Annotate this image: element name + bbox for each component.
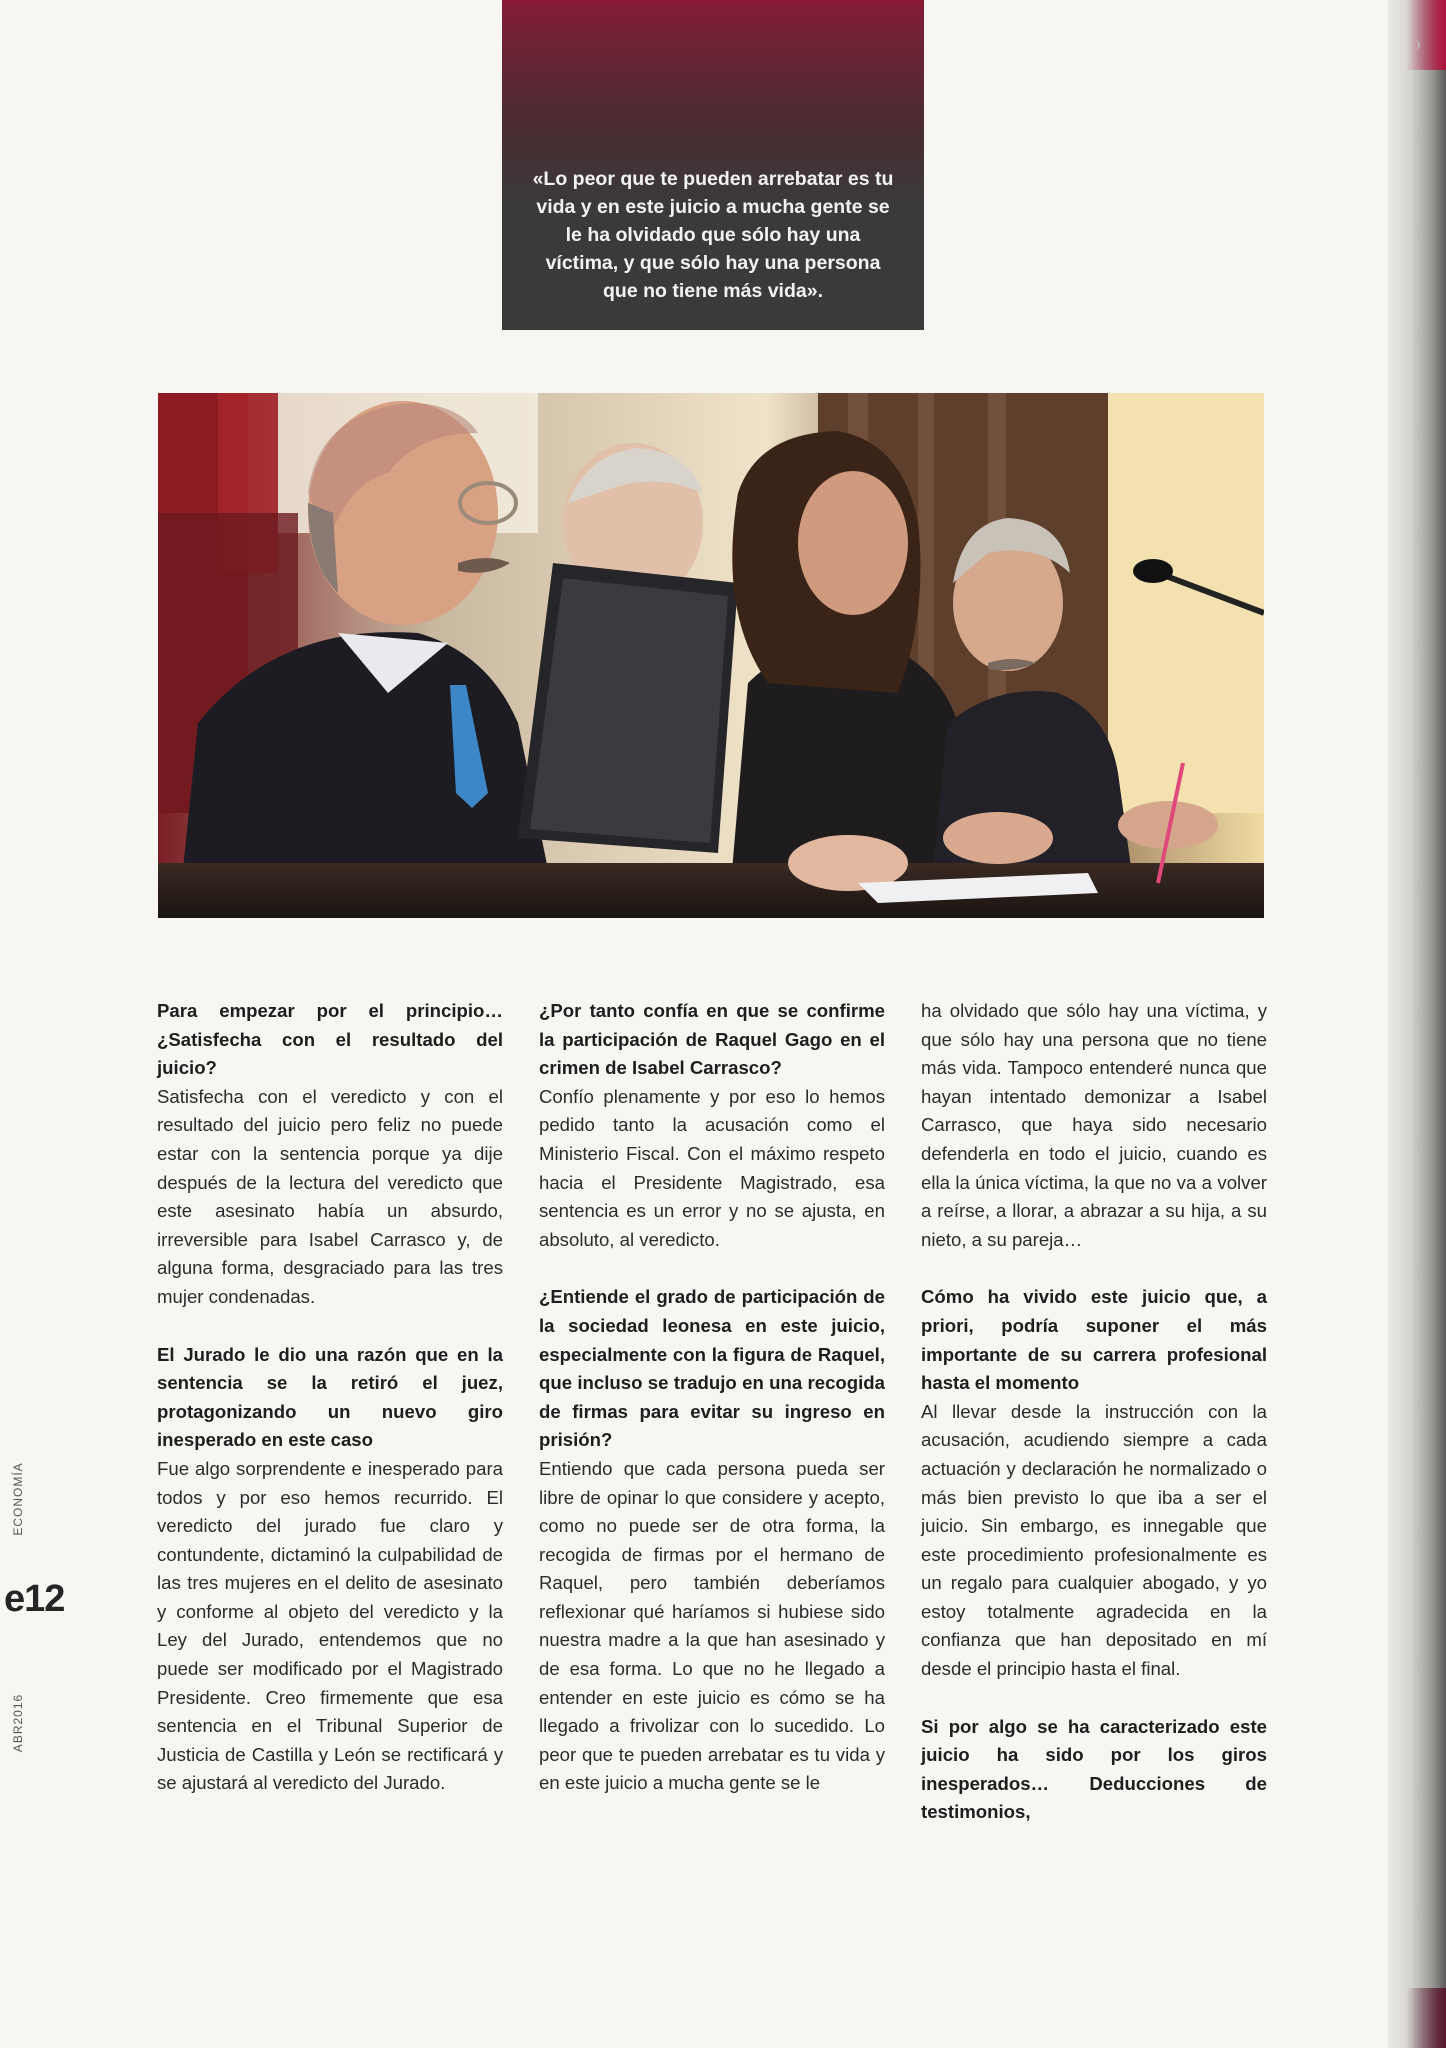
- courtroom-illustration: [158, 393, 1264, 918]
- question-4: ¿Entiende el grado de participación de la sociedad leonesa en este juicio, especialmente con la figura de Raquel, que incluso se tradujo en una recogida de firmas para evitar su ingreso en prisión?: [539, 1286, 885, 1451]
- answer-2: Fue algo sorprendente e inesperado para todos y por eso hemos recurrido. El veredicto del jurado fue claro y contundente, dictaminó la culpabilidad de las tres mujeres en el delito de asesinato y conforme al objeto del veredicto y la Ley del Jurado, entendemos que no puede ser modificado por el Magistrado Presidente. Creo firmemente que esa sentencia en el Tribunal Superior de Justicia de Castilla y León se rectificará y se ajustará al veredicto del Jurado.: [157, 1457, 503, 1794]
- courtroom-photo: [158, 393, 1264, 918]
- answer-4: Entiendo que cada persona pueda ser libre de opinar lo que considere y acepto, como no puede ser de otra forma, la recogida de firmas por el hermano de Raquel, pero también deberíamos reflexionar qué haríamos si hubiese sido nuestra madre a la que han asesinado y de esa forma. Lo que no he llegado a entender en este juicio es cómo se ha llegado a frivolizar con lo sucedido. Lo peor que te pueden arrebatar es tu vida y en este juicio a mucha gente se le: [539, 1457, 885, 1794]
- article-column-1: [157, 997, 503, 1798]
- pull-quote-text: «Lo peor que te pueden arrebatar es tu vida y en este juicio a mucha gente se le ha olvidado que sólo hay una víctima, y que sólo hay una persona que no tiene más vida».: [532, 168, 894, 302]
- question-6: Si por algo se ha caracterizado este juicio ha sido por los giros inesperados… Deducciones de testimonios,: [921, 1715, 1267, 1823]
- answer-3: Confío plenamente y por eso lo hemos pedido tanto la acusación como el Ministerio Fiscal. Con el máximo respeto hacia el Presidente Magistrado, esa sentencia es un error y no se ajusta, en absoluto, al veredicto.: [539, 1085, 885, 1250]
- answer-1: Satisfecha con el veredicto y con el resultado del juicio pero feliz no puede estar con la sentencia porque ya dije después de la lectura del veredicto que este asesinato había un absurdo, irreversible para Isabel Carrasco y, de alguna forma, desgraciado para las tres mujer condenadas.: [157, 1085, 503, 1307]
- answer-4-continued: ha olvidado que sólo hay una víctima, y que sólo hay una persona que no tiene más vida. Tampoco entenderé nunca que hayan intentado demonizar a Isabel Carrasco, que haya sido necesario defenderla en todo el juicio, cuando es ella la única víctima, la que no va a volver a reírse, a llorar, a abrazar a su hija, a su nieto, a su pareja…: [921, 1000, 1267, 1250]
- pull-quote-box: [502, 0, 924, 330]
- answer-5: Al llevar desde la instrucción con la acusación, acudiendo siempre a cada actuación y declaración he normalizado o más bien previsto lo que iba a ser el juicio. Sin embargo, es innegable que este procedimiento profesionalmente es un regalo para cualquier abogado, y yo estoy totalmente agradecida en la confianza que han depositado en mí desde el principio hasta el final.: [921, 1400, 1267, 1680]
- issue-date: ABR2016: [11, 1693, 25, 1753]
- page-number-brand: e12: [4, 1578, 65, 1620]
- section-label: ECONOMÍA: [11, 1462, 25, 1536]
- question-2: El Jurado le dio una razón que en la sentencia se la retiró el juez, protagonizando un nuevo giro inesperado en este caso: [157, 1343, 503, 1451]
- binding-accent-top: [1406, 0, 1446, 70]
- article-column-2: [539, 997, 885, 1798]
- question-1: Para empezar por el principio… ¿Satisfecha con el resultado del juicio?: [157, 1000, 503, 1079]
- page-binding-edge: [1388, 0, 1446, 2048]
- question-5: Cómo ha vivido este juicio que, a priori, podría suponer el más importante de su carrera profesional hasta el momento: [921, 1286, 1267, 1394]
- question-3: ¿Por tanto confía en que se confirme la participación de Raquel Gago en el crimen de Isabel Carrasco?: [539, 1000, 885, 1079]
- binding-accent-bottom: [1406, 1988, 1446, 2048]
- article-column-3: [921, 997, 1267, 1827]
